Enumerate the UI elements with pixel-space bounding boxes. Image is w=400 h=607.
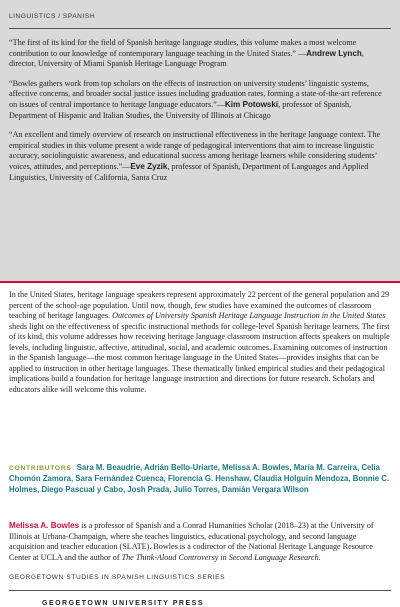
quote-text: “Bowles gathers work from top scholars on the effects of instruction on university students’ linguistic systems, affective concerns, and broader social justice issues including graduation rates, forming a state-of-the-art reference on issues of central importance to heritage language educators.”— [9, 78, 382, 109]
author-name: Melissa A. Bowles [9, 521, 80, 530]
description-text: sheds light on the effectiveness of specific instructional methods for college-level Spanish heritage learners. The first of its kind, this volume addresses how receiving heritage language classroom instruction affects speakers on multiple levels, including linguistic, affective, attitudinal, social, and academic outcomes. Examining outcomes of instruction in the Spanish language—the most common heritage language in the United States—provides insights that can be applied to instruction in other heritage languages. These thematically linked empirical studies and their pedagogical implications build a foundation for heritage language instruction and directions for future research. Scholars and educators alike will welcome this volume. [9, 321, 390, 394]
endorsement-list [9, 38, 391, 192]
quote-author: Eve Zyzik [130, 161, 168, 171]
quote-text: “The first of its kind for the field of Spanish heritage language studies, this volume makes a most welcome contribution to our knowledge of contemporary language teaching in the United States.” — [9, 38, 357, 58]
contributors-label: CONTRIBUTORS [9, 465, 72, 472]
quote-affiliation: , professor of Spanish, Department of Hispanic and Italian Studies, the University of Illinois at Chicago [9, 99, 352, 120]
series-name: GEORGETOWN STUDIES IN SPANISH LINGUISTICS SERIES [9, 574, 226, 581]
endorsement-quote [9, 79, 391, 121]
subject-category: LINGUISTICS / SPANISH [9, 13, 95, 20]
book-description [9, 290, 392, 395]
description-text: In the United States, heritage language speakers represent approximately 22 percent of the general population and 29 percent of the school-age population. Until now, though, few studies have examined the outcomes of classroom teaching of heritage languages. [9, 290, 390, 321]
top-divider [9, 28, 391, 29]
quote-affiliation: , professor of Spanish, Department of Languages and Applied Linguistics, University of California, Santa Cruz [9, 161, 369, 182]
accent-divider [0, 281, 400, 283]
author-book-title: The Think-Aloud Controversy in Second Language Research [121, 552, 319, 562]
author-bio [9, 521, 391, 563]
bio-text: is a professor of Spanish and a Conrad Humanities Scholar (2018–23) at the University of Illinois at Urbana-Champaign, where she teaches linguistics, educational psychology, and second language acquisition and teacher education (SLATE). Bowles is a codirector of the National Heritage Language Resource Center at UCLA and the author of [9, 521, 374, 562]
bottom-divider [9, 590, 391, 591]
bio-text: . [318, 552, 321, 562]
contributors-names: Sara M. Beaudrie, Adrián Bello-Uriarte, Melissa A. Bowles, María M. Carreira, Celia Chomón Zamora, Sara Fernández Cuenca, Florencia G. Henshaw, Claudia Holguín Mendoza, Bonnie C. Holmes, Diego Pascual y Cabo, Josh Prada, Julio Torres, Damián Vergara Wilson [9, 463, 390, 494]
quote-text: “An excellent and timely overview of research on instructional effectiveness in the heritage language context. The empirical studies in this volume present a wide range of pedagogical interventions that aim to increase linguistic accuracy, sociolinguistic awareness, and educational success among heritage learners while considering students’ voices, attitudes, and perceptions.”— [9, 130, 381, 171]
endorsement-quote [9, 38, 391, 70]
endorsement-quote [9, 130, 391, 183]
quote-affiliation: , director, University of Miami Spanish Heritage Language Program [9, 48, 364, 69]
quote-author: Kim Potowski [224, 99, 279, 109]
publisher-name: GEORGETOWN UNIVERSITY PRESS [42, 600, 204, 607]
contributors-block [9, 463, 391, 495]
quote-author: Andrew Lynch [306, 48, 362, 58]
book-title: Outcomes of University Spanish Heritage Language Instruction in the United States [112, 311, 386, 321]
